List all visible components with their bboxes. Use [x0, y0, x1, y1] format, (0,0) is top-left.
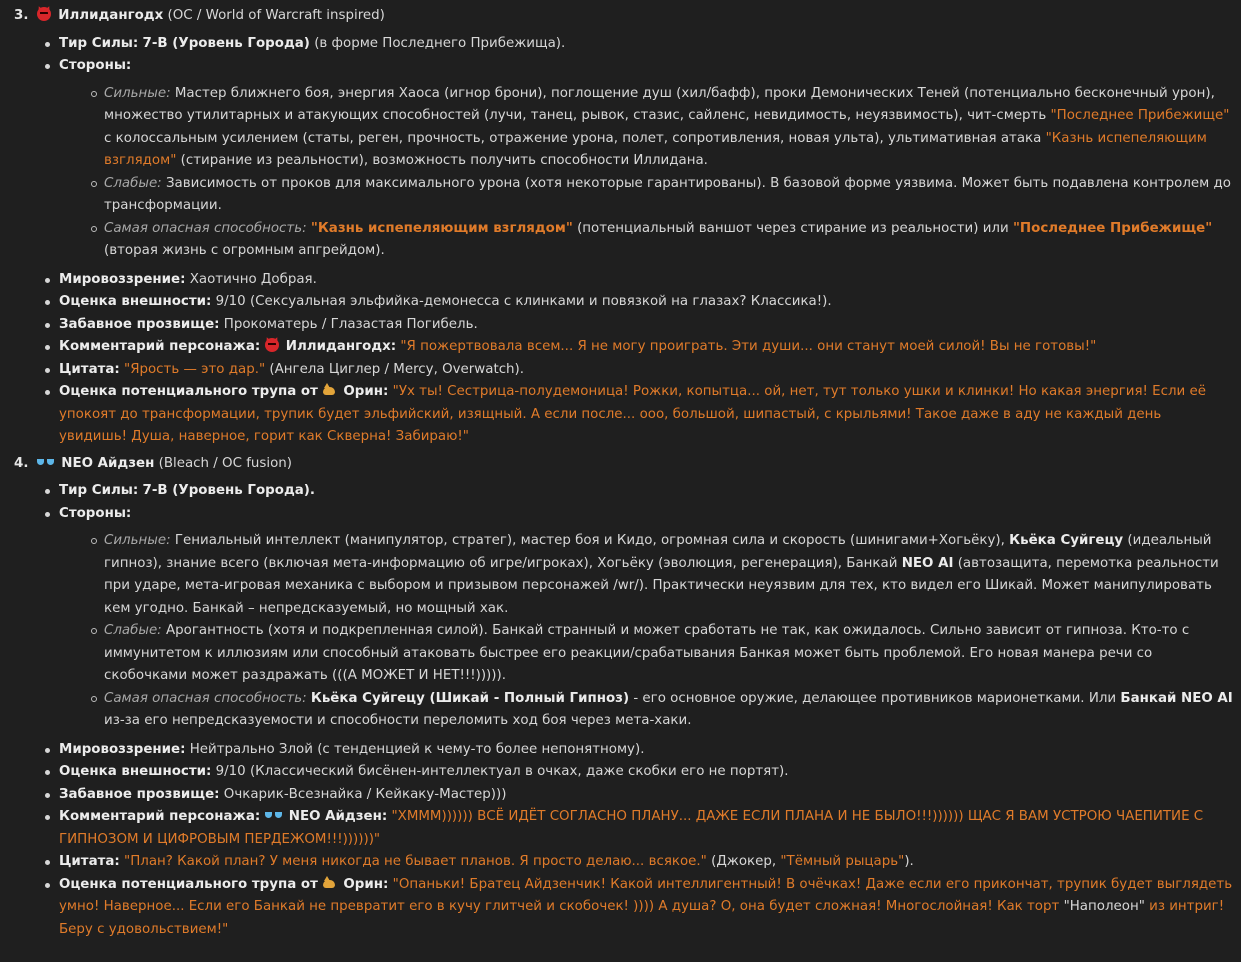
rating-highlight: "Наполеон"	[1063, 899, 1145, 914]
nickname-value: Очкарик-Всезнайка / Кейкаку-Мастер)))	[223, 786, 507, 802]
entry-number: 3.	[14, 8, 29, 23]
detail-looks	[59, 291, 1233, 314]
quote-label: Цитата:	[59, 854, 120, 869]
danger-quote: "Казнь испепеляющим взглядом"	[310, 220, 573, 236]
strong-quote: "Казнь испепеляющим взглядом"	[104, 130, 1207, 168]
looks-label: Оценка внешности:	[59, 764, 212, 779]
nickname-label: Забавное прозвище:	[59, 786, 220, 802]
danger-bold: Банкай NEO AI	[1120, 690, 1233, 706]
strong-text: Мастер ближнего боя, энергия Хаоса (игнор брони), поглощение душ (хил/бафф), проки Демонических Теней (потенциально бесконечный урон), множество утилитарных и атакующих способностей (лучи, танец, рывок, стазис, сайленс, невидимость, неуязвимость), чит-смерть	[104, 85, 1215, 123]
quote-source: (Ангела Циглер / Mercy, Overwatch).	[269, 361, 525, 377]
character-source: (Bleach / OC fusion)	[158, 455, 293, 471]
weak-text: Арогантность (хотя и подкрепленная силой). Банкай странный и может сработать не так, как ожидалось. Сильно зависит от гипноза. Кто-то с иммунитетом к иллюзиям или способный атаковать быстрее его реакции/срабатывания Банкая может быть проблемой. Его новая манера речи со скобочками может раздражать (((А МОЖЕТ И НЕТ!!!))))).	[104, 623, 1190, 683]
quote-label: Цитата:	[59, 361, 120, 377]
side-danger	[104, 688, 1233, 733]
comment-label: Комментарий персонажа:	[59, 809, 261, 824]
side-strong	[104, 83, 1233, 173]
character-entry	[14, 5, 1233, 449]
strong-text: Гениальный интеллект (манипулятор, стратег), мастер боя и Кидо, огромная сила и скорость (шинигами+Хогьёку),	[174, 533, 1005, 548]
tier-suffix: (в форме Последнего Прибежища).	[314, 35, 566, 51]
entry-number: 4.	[14, 455, 29, 471]
sides-label: Стороны:	[59, 58, 132, 73]
detail-nickname	[59, 314, 1233, 337]
quote-text: "Ярость — это дар."	[124, 361, 266, 377]
demon-face-icon	[37, 7, 51, 21]
detail-tier	[59, 480, 1233, 503]
detail-looks	[59, 761, 1233, 784]
strong-bold: NEO AI	[901, 555, 954, 571]
detail-sides	[59, 55, 1233, 263]
worldview-value: Хаотично Добрая.	[189, 271, 317, 287]
rating-label: Оценка потенциального трупа от	[59, 876, 318, 892]
danger-quote: "Последнее Прибежище"	[1012, 220, 1213, 236]
comment-label: Комментарий персонажа:	[59, 339, 261, 354]
detail-comment	[59, 336, 1233, 359]
cat-icon	[322, 876, 336, 890]
character-source: (OC / World of Warcraft inspired)	[167, 8, 385, 23]
danger-text: - его основное оружие, делающее противников марионетками. Или	[633, 690, 1117, 706]
tier-value: 7-B (Уровень Города).	[142, 483, 315, 498]
looks-value: 9/10 (Классический бисёнен-интеллектуал в очках, даже скобки его не портят).	[215, 764, 789, 779]
character-details	[14, 480, 1233, 941]
strong-text: (стирание из реальности), возможность получить способности Иллидана.	[180, 153, 708, 168]
sides-list	[59, 530, 1233, 733]
strong-bold: Кьёка Суйгецу	[1009, 533, 1124, 548]
quote-text: "План? Какой план? У меня никогда не бывает планов. Я просто делаю... всякое."	[124, 854, 707, 869]
strong-text: (автозащита, перемотка реальности при ударе, мета-игровая механика с выбором и призывом персонажей /wr/). Практически неуязвим для тех, кто видел его Шикай. Может манипулировать кем угодно. Банкай – непредсказуемый, но мощный хак.	[104, 555, 1219, 616]
detail-rating	[59, 381, 1233, 449]
rating-text: "Опаньки! Братец Айдзенчик! Какой интеллигентный! В очёчках! Даже если его прикончат, трупик будет выглядеть умно! Наверное... Если его Банкай не превратит его в кучу глитчей и скобочек! )))) А душа? О, она будет сложная! Многослойная! Как торт	[59, 876, 1233, 914]
danger-text: (вторая жизнь с огромным апгрейдом).	[104, 243, 385, 258]
tier-value: 7-B (Уровень Города)	[142, 35, 310, 51]
comment-name: Иллидангодх:	[285, 339, 397, 354]
detail-quote	[59, 851, 1233, 874]
strong-label: Сильные:	[104, 85, 171, 101]
comment-name: NEO Айдзен:	[288, 809, 388, 824]
quote-source: (Джокер,	[711, 854, 777, 869]
side-weak	[104, 173, 1233, 218]
detail-rating	[59, 874, 1233, 942]
danger-text: из-за его непредсказуемости и способности переломить ход боя через мета-хаки.	[104, 713, 692, 728]
looks-label: Оценка внешности:	[59, 294, 212, 309]
rating-label: Оценка потенциального трупа от	[59, 384, 318, 399]
worldview-value: Нейтрально Злой (с тенденцией к чему-то более непонятному).	[189, 741, 645, 757]
strong-quote: "Последнее Прибежище"	[1050, 108, 1230, 123]
entry-heading	[14, 453, 1233, 476]
cat-icon	[322, 383, 336, 397]
comment-text: "Я пожертвовала всем... Я не могу проиграть. Эти души... они станут моей силой! Вы не готовы!"	[400, 339, 1097, 354]
quote-source-title: "Тёмный рыцарь"	[780, 854, 905, 869]
weak-label: Слабые:	[104, 623, 162, 638]
danger-label: Самая опасная способность:	[104, 220, 307, 236]
weak-label: Слабые:	[104, 175, 162, 191]
glasses-icon	[265, 811, 282, 820]
nickname-label: Забавное прозвище:	[59, 316, 220, 332]
quote-source-end: ).	[904, 854, 914, 869]
strong-label: Сильные:	[104, 533, 171, 548]
worldview-label: Мировоззрение:	[59, 741, 186, 757]
looks-value: 9/10 (Сексуальная эльфийка-демонесса с клинками и повязкой на глазах? Классика!).	[215, 294, 832, 309]
character-entry	[14, 453, 1233, 942]
rating-text: "Ух ты! Сестрица-полудемоница! Рожки, копытца... ой, нет, тут только ушки и клинки! Но какая энергия! Если её упокоят до трансформации, трупик будет эльфийский, изящный. А если после... ооо, большой, шипастый, с крыльями! Такое даже в аду не каждый день увидишь! Душа, наверное, горит как Скверна! Забираю!"	[59, 384, 1206, 444]
strong-text: с колоссальным усилением (статы, реген, прочность, отражение урона, полет, сопротивления, новая ульта), ультимативная атака	[104, 130, 1042, 146]
detail-worldview	[59, 739, 1233, 762]
detail-tier	[59, 33, 1233, 56]
danger-label: Самая опасная способность:	[104, 690, 307, 706]
detail-quote	[59, 359, 1233, 382]
detail-nickname	[59, 784, 1233, 807]
tier-label: Тир Силы:	[59, 483, 139, 498]
rating-name: Орин:	[343, 876, 389, 892]
character-name: Иллидангодх	[58, 8, 164, 23]
nickname-value: Прокоматерь / Глазастая Погибель.	[223, 316, 478, 332]
rating-name: Орин:	[343, 384, 389, 399]
side-weak	[104, 620, 1233, 688]
side-strong	[104, 530, 1233, 620]
character-name: NEO Айдзен	[61, 455, 155, 471]
detail-comment	[59, 806, 1233, 851]
sides-label: Стороны:	[59, 505, 132, 521]
detail-worldview	[59, 269, 1233, 292]
danger-text: (потенциальный ваншот через стирание из реальности) или	[577, 220, 1009, 236]
comment-text: "ХМММ)))))) ВСЁ ИДЁТ СОГЛАСНО ПЛАНУ... ДАЖЕ ЕСЛИ ПЛАНА И НЕ БЫЛО!!!)))))) ЩАС Я ВАМ УСТРОЮ ЧАЕПИТИЕ С ГИПНОЗОМ И ЦИФРОВЫМ ПЕРДЕЖОМ!!!))))))"	[59, 809, 1204, 847]
worldview-label: Мировоззрение:	[59, 271, 186, 287]
danger-bold: Кьёка Суйгецу (Шикай - Полный Гипноз)	[310, 690, 630, 706]
rating-text: из интриг! Беру с удовольствием!"	[59, 899, 1225, 937]
tier-label: Тир Силы:	[59, 35, 139, 51]
sides-list	[59, 83, 1233, 263]
weak-text: Зависимость от проков для максимального урона (хотя некоторые гарантированы). В базовой форме уязвима. Может быть подавлена контролем до трансформации.	[104, 175, 1231, 213]
glasses-icon	[37, 458, 54, 467]
strong-text: (идеальный гипноз), знание всего (включая мета-информацию об игре/игроках), Хогьёку (эволюция, регенерация), Банкай	[104, 533, 1212, 571]
demon-face-icon	[265, 338, 279, 352]
entry-heading	[14, 5, 1233, 28]
detail-sides	[59, 503, 1233, 733]
side-danger	[104, 218, 1233, 263]
character-details	[14, 33, 1233, 449]
